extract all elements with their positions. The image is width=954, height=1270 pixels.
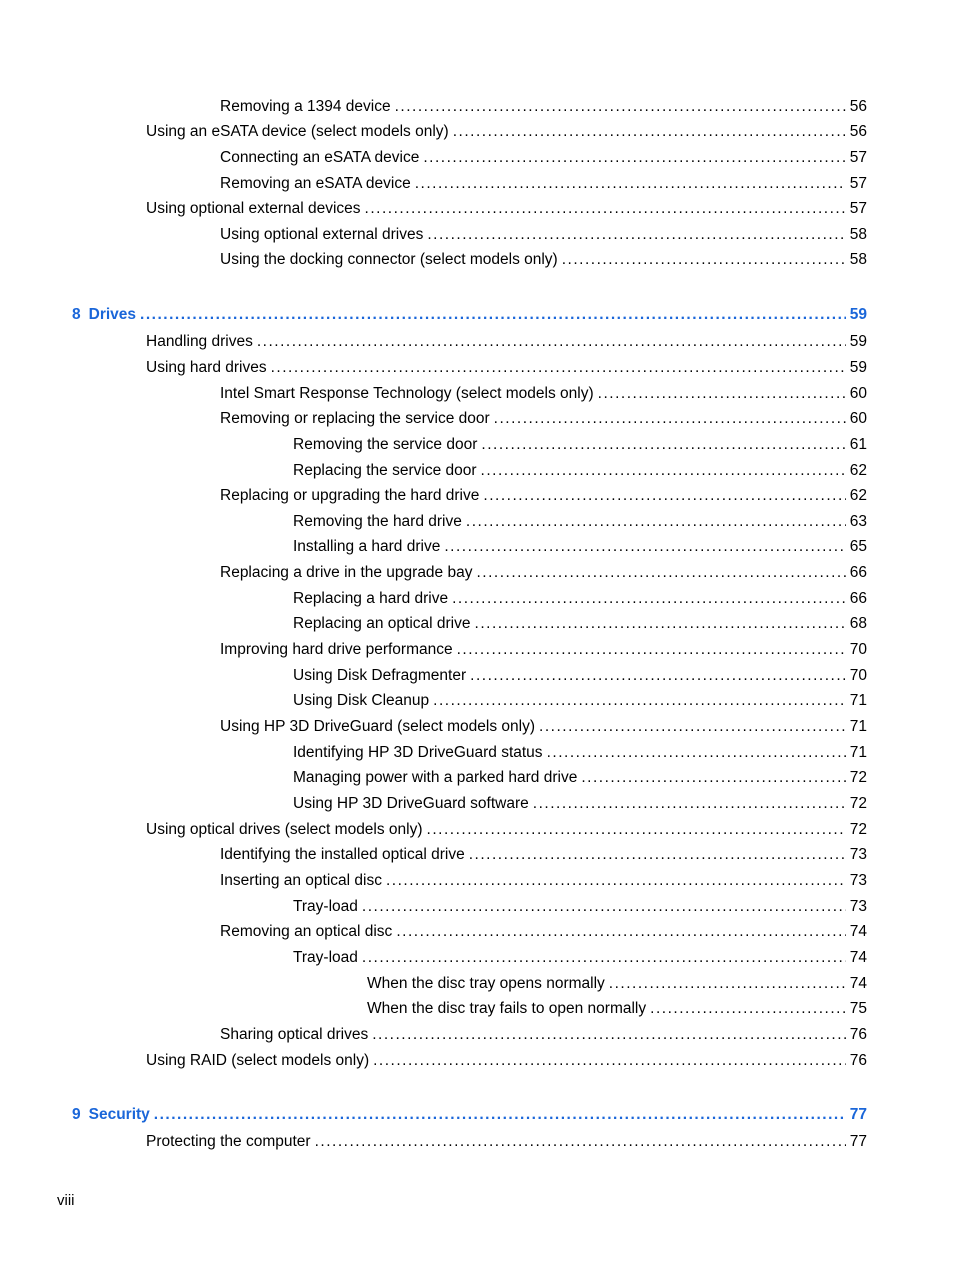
toc-entry-title: Replacing a drive in the upgrade bay [220, 564, 473, 581]
dot-leader [539, 716, 846, 738]
toc-entry-title: Security [88, 1106, 150, 1123]
toc-entry[interactable] [293, 665, 867, 687]
dot-leader [372, 1024, 846, 1046]
toc-entry-page: 70 [849, 641, 867, 658]
toc-entry[interactable] [220, 921, 867, 943]
toc-entry-title: Replacing a hard drive [293, 590, 449, 607]
toc-entry-title: Identifying HP 3D DriveGuard status [293, 744, 543, 761]
toc-entry-page: 72 [849, 795, 867, 812]
toc-entry[interactable] [220, 249, 867, 271]
toc-entry-page: 59 [849, 306, 867, 323]
toc-entry-page: 72 [849, 821, 867, 838]
toc-entry-page: 75 [849, 1000, 867, 1017]
toc-entry-title: Improving hard drive performance [220, 641, 453, 658]
toc-entry-title: Managing power with a parked hard drive [293, 769, 578, 786]
dot-leader [476, 562, 845, 584]
toc-entry-title: Using HP 3D DriveGuard (select models only) [220, 718, 535, 735]
dot-leader [452, 588, 846, 610]
dot-leader [427, 819, 846, 841]
toc-entry-title: Replacing or upgrading the hard drive [220, 487, 480, 504]
toc-entry-page: 66 [849, 590, 867, 607]
dot-leader [453, 121, 846, 143]
dot-leader [271, 357, 846, 379]
toc-entry[interactable] [220, 562, 867, 584]
toc-chapter-link[interactable] [72, 304, 867, 326]
toc-entry-title: Sharing optical drives [220, 1026, 369, 1043]
toc-entry-title: Tray-load [293, 898, 358, 915]
toc-entry[interactable] [146, 1131, 867, 1153]
toc-entry-title: Using HP 3D DriveGuard software [293, 795, 529, 812]
toc-entry[interactable] [220, 1024, 867, 1046]
toc-entry-title: Using optional external devices [146, 200, 361, 217]
dot-leader [373, 1050, 846, 1072]
dot-leader [257, 331, 846, 353]
toc-entry[interactable] [293, 690, 867, 712]
toc-entry-title: When the disc tray fails to open normally [367, 1000, 647, 1017]
toc-entry[interactable] [220, 408, 867, 430]
dot-leader [470, 665, 846, 687]
toc-entry-title: Using Disk Cleanup [293, 692, 430, 709]
toc-entry-title: Tray-load [293, 949, 358, 966]
dot-leader [415, 173, 846, 195]
toc-entry-page: 66 [849, 564, 867, 581]
toc-entry-title: Protecting the computer [146, 1133, 311, 1150]
dot-leader [469, 844, 846, 866]
toc-entry-title: When the disc tray opens normally [367, 975, 605, 992]
toc-entry-page: 59 [849, 333, 867, 350]
toc-entry[interactable] [220, 870, 867, 892]
toc-entry[interactable] [146, 819, 867, 841]
toc-entry-page: 74 [849, 949, 867, 966]
toc-entry-page: 65 [849, 538, 867, 555]
dot-leader [433, 690, 846, 712]
toc-entry-title: Removing the service door [293, 436, 478, 453]
dot-leader [581, 767, 845, 789]
toc-entry-title: Using hard drives [146, 359, 267, 376]
toc-entry[interactable] [220, 485, 867, 507]
page-number: viii [57, 1192, 75, 1209]
toc-entry-page: 57 [849, 200, 867, 217]
toc-entry[interactable] [220, 173, 867, 195]
toc-entry-page: 73 [849, 872, 867, 889]
toc-entry[interactable] [220, 147, 867, 169]
toc-entry-title: Identifying the installed optical drive [220, 846, 465, 863]
toc-entry-page: 58 [849, 251, 867, 268]
toc-entry[interactable] [146, 357, 867, 379]
dot-leader [609, 973, 846, 995]
toc-entry[interactable] [293, 767, 867, 789]
toc-entry[interactable] [146, 198, 867, 220]
toc-entry[interactable] [220, 639, 867, 661]
toc-entry[interactable] [146, 331, 867, 353]
toc-entry[interactable] [293, 613, 867, 635]
toc-entry-page: 63 [849, 513, 867, 530]
dot-leader [140, 304, 846, 326]
toc-entry-page: 57 [849, 149, 867, 166]
toc-entry-page: 73 [849, 898, 867, 915]
dot-leader [475, 613, 846, 635]
dot-leader [427, 224, 845, 246]
toc-entry-title: Installing a hard drive [293, 538, 441, 555]
dot-leader [386, 870, 846, 892]
toc-entry-title: Using RAID (select models only) [146, 1052, 370, 1069]
toc-entry-page: 77 [849, 1106, 867, 1123]
toc-entry-title: Removing an optical disc [220, 923, 393, 940]
toc-entry-title: Removing an eSATA device [220, 175, 411, 192]
toc-entry[interactable] [146, 121, 867, 143]
dot-leader [154, 1104, 846, 1126]
chapter-number: 9 [72, 1106, 81, 1123]
dot-leader [362, 896, 846, 918]
toc-entry-page: 59 [849, 359, 867, 376]
toc-entry-page: 77 [849, 1133, 867, 1150]
dot-leader [457, 639, 846, 661]
toc-entry-title: Using optical drives (select models only) [146, 821, 423, 838]
toc-entry[interactable] [220, 224, 867, 246]
dot-leader [533, 793, 846, 815]
toc-entry-page: 61 [849, 436, 867, 453]
dot-leader [395, 96, 846, 118]
dot-leader [315, 1131, 846, 1153]
toc-entry[interactable] [220, 844, 867, 866]
toc-entry[interactable] [293, 588, 867, 610]
toc-entry-page: 70 [849, 667, 867, 684]
toc-entry-title: Connecting an eSATA device [220, 149, 420, 166]
toc-entry[interactable] [220, 96, 867, 118]
toc-entry[interactable] [293, 947, 867, 969]
toc-entry-page: 71 [849, 718, 867, 735]
toc-entry-page: 71 [849, 744, 867, 761]
toc-entry-page: 74 [849, 975, 867, 992]
dot-leader [547, 742, 846, 764]
toc-entry-title: Inserting an optical disc [220, 872, 382, 889]
dot-leader [365, 198, 846, 220]
dot-leader [650, 998, 846, 1020]
dot-leader [396, 921, 845, 943]
toc-entry[interactable] [293, 434, 867, 456]
toc-entry-page: 62 [849, 462, 867, 479]
toc-entry[interactable] [220, 383, 867, 405]
dot-leader [494, 408, 846, 430]
dot-leader [466, 511, 846, 533]
toc-entry-title: Using an eSATA device (select models only) [146, 123, 449, 140]
toc-chapter-link[interactable] [72, 1104, 867, 1126]
toc-entry-page: 76 [849, 1026, 867, 1043]
dot-leader [362, 947, 846, 969]
toc-entry[interactable] [293, 742, 867, 764]
toc-entry-title: Removing or replacing the service door [220, 410, 490, 427]
toc-entry[interactable] [293, 511, 867, 533]
toc-entry-page: 71 [849, 692, 867, 709]
toc-entry[interactable] [367, 998, 867, 1020]
toc-entry-page: 74 [849, 923, 867, 940]
dot-leader [423, 147, 845, 169]
toc-entry[interactable] [293, 460, 867, 482]
toc-entry[interactable] [293, 536, 867, 558]
toc-entry[interactable] [367, 973, 867, 995]
toc-entry-page: 56 [849, 98, 867, 115]
toc-entry-title: Using the docking connector (select models only) [220, 251, 558, 268]
dot-leader [562, 249, 846, 271]
toc-entry[interactable] [146, 1050, 867, 1072]
toc-entry[interactable] [293, 793, 867, 815]
dot-leader [481, 460, 846, 482]
toc-entry-page: 68 [849, 615, 867, 632]
dot-leader [483, 485, 845, 507]
toc-entry-title: Replacing the service door [293, 462, 477, 479]
dot-leader [481, 434, 845, 456]
toc-entry-title: Removing a 1394 device [220, 98, 391, 115]
toc-entry-title: Intel Smart Response Technology (select models only) [220, 385, 594, 402]
toc-entry-page: 60 [849, 385, 867, 402]
toc-entry-page: 58 [849, 226, 867, 243]
toc-entry-title: Using optional external drives [220, 226, 424, 243]
toc-entry-page: 57 [849, 175, 867, 192]
toc-entry-title: Handling drives [146, 333, 253, 350]
toc-entry-title: Using Disk Defragmenter [293, 667, 467, 684]
dot-leader [598, 383, 846, 405]
toc-entry[interactable] [293, 896, 867, 918]
toc-entry-title: Removing the hard drive [293, 513, 462, 530]
toc-entry-page: 76 [849, 1052, 867, 1069]
toc-entry-page: 62 [849, 487, 867, 504]
dot-leader [444, 536, 845, 558]
toc-entry-title: Drives [88, 306, 137, 323]
toc-entry-page: 56 [849, 123, 867, 140]
toc-entry-page: 72 [849, 769, 867, 786]
toc-entry[interactable] [220, 716, 867, 738]
toc-entry-page: 60 [849, 410, 867, 427]
chapter-number: 8 [72, 306, 81, 323]
toc-entry-page: 73 [849, 846, 867, 863]
toc-entry-title: Replacing an optical drive [293, 615, 471, 632]
